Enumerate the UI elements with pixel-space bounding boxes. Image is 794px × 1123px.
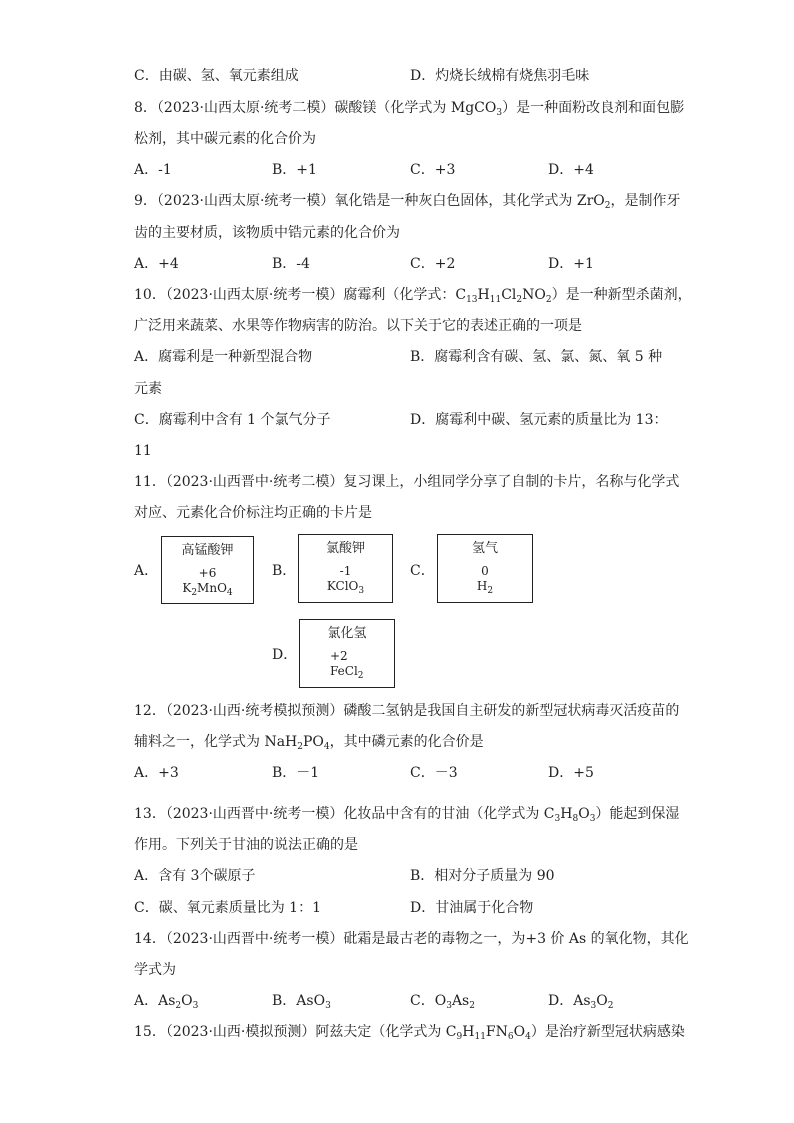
q8-stem-line2: 松剂，其中碳元素的化合价为 <box>134 131 316 147</box>
q9-option-c: C．+2 <box>410 256 456 272</box>
q15-stem-line1: 15．（2023·山西·模拟预测）阿兹夫定（化学式为 $C_9H_{11}FN_6O_4$）是治疗新型冠状病感染 <box>134 1024 685 1042</box>
card-c-formula: $H_2$ <box>476 579 494 596</box>
q9-option-d: D．+1 <box>548 256 594 272</box>
q7-option-d: D．灼烧长绒棉有烧焦羽毛味 <box>410 68 590 84</box>
q14-option-c: C．$O_3As_2$ <box>410 993 475 1011</box>
q13-stem-line1: 13．（2023·山西晋中·统考一模）化妆品中含有的甘油（化学式为 $C_3H_8O_3$）能起到保湿 <box>134 806 680 824</box>
card-a-valence: +6 <box>198 566 217 580</box>
card-d-name: 氯化氢 <box>327 626 367 641</box>
card-b-name: 氯酸钾 <box>325 541 365 556</box>
q13-option-b: B．相对分子质量为 90 <box>410 868 555 884</box>
q13-option-d: D．甘油属于化合物 <box>410 900 534 916</box>
q12-option-c: C．－3 <box>410 765 458 781</box>
q11-card-b <box>298 534 393 603</box>
q10-option-b-continued: 元素 <box>134 381 162 397</box>
q11-label-d: D． <box>272 647 298 663</box>
q8-option-d: D．+4 <box>548 162 594 178</box>
q11-label-a: A． <box>134 563 159 579</box>
q13-option-a: A．含有 3个碳原子 <box>134 868 256 884</box>
q12-option-b: B．－1 <box>272 765 320 781</box>
q9-stem-line1: 9．（2023·山西太原·统考一模）氧化锆是一种灰白色固体，其化学式为 ZrO$_2$，是制作牙 <box>134 193 681 211</box>
q12-option-d: D．+5 <box>548 765 594 781</box>
q9-stem-line2: 齿的主要材质，该物质中锆元素的化合价为 <box>134 225 400 241</box>
q7-option-c: C．由碳、氢、氧元素组成 <box>134 68 299 84</box>
q11-label-b: B． <box>272 563 297 579</box>
q14-option-b: B．AsO$_3$ <box>272 993 331 1011</box>
card-a-name: 高锰酸钾 <box>181 543 234 558</box>
q10-option-a: A．腐霉利是一种新型混合物 <box>134 349 313 365</box>
card-a-formula: $K_2MnO_4$ <box>182 581 233 598</box>
q10-stem-line2: 广泛用来蔬菜、水果等作物病害的防治。以下关于它的表述正确的一项是 <box>134 318 582 334</box>
q14-stem-line2: 学式为 <box>134 962 176 978</box>
q13-option-c: C．碳、氧元素质量比为 1：1 <box>134 900 321 916</box>
q14-option-a: A．$As_2O_3$ <box>134 993 199 1011</box>
q11-stem-line2: 对应、元素化合价标注均正确的卡片是 <box>134 505 372 521</box>
q8-option-c: C．+3 <box>410 162 456 178</box>
q12-option-a: A．+3 <box>134 765 179 781</box>
q11-card-a <box>161 536 254 604</box>
q12-stem-line1: 12．（2023·山西·统考模拟预测）磷酸二氢钠是我国自主研发的新型冠状病毒灭活疫苗的 <box>134 703 680 719</box>
q8-stem-line1: 8．（2023·山西太原·统考二模）碳酸镁（化学式为 MgCO$_3$）是一种面粉改良剂和面包膨 <box>134 100 685 118</box>
card-c-valence: 0 <box>481 564 489 578</box>
q12-stem-line2: 辅料之一，化学式为 $NaH_2PO_4$，其中磷元素的化合价是 <box>134 734 484 752</box>
q11-card-d <box>299 619 395 688</box>
q11-card-c <box>437 534 533 603</box>
q14-stem-line1: 14．（2023·山西晋中·统考一模）砒霜是最古老的毒物之一，为+3 价 As 的氧化物，其化 <box>134 931 689 947</box>
q8-option-a: A．-1 <box>134 162 172 178</box>
card-b-valence: -1 <box>339 564 352 578</box>
card-c-name: 氢气 <box>471 541 498 556</box>
q10-option-b: B．腐霉利含有碳、氢、氯、氮、氧 5 种 <box>410 349 663 365</box>
q9-option-b: B．-4 <box>272 256 310 272</box>
q10-option-d-continued: 11 <box>134 443 152 459</box>
q11-stem-line1: 11．（2023·山西晋中·统考二模）复习课上，小组同学分享了自制的卡片，名称与化学式 <box>134 474 680 490</box>
q10-option-d: D．腐霉利中碳、氢元素的质量比为 13： <box>410 412 668 428</box>
q13-stem-line2: 作用。下列关于甘油的说法正确的是 <box>134 837 358 853</box>
q9-option-a: A．+4 <box>134 256 179 272</box>
q11-label-c: C． <box>410 563 435 579</box>
card-d-formula: FeCl$_2$ <box>330 664 364 681</box>
card-d-valence: +2 <box>330 649 348 663</box>
q14-option-d: D．$As_3O_2$ <box>548 993 614 1011</box>
card-b-formula: KClO$_3$ <box>326 579 365 596</box>
q8-option-b: B．+1 <box>272 162 317 178</box>
q10-option-c: C．腐霉利中含有 1 个氯气分子 <box>134 412 331 428</box>
q10-stem-line1: 10．（2023·山西太原·统考一模）腐霉利（化学式：$C_{13}H_{11}Cl_2NO_2$）是一种新型杀菌剂， <box>134 287 692 305</box>
